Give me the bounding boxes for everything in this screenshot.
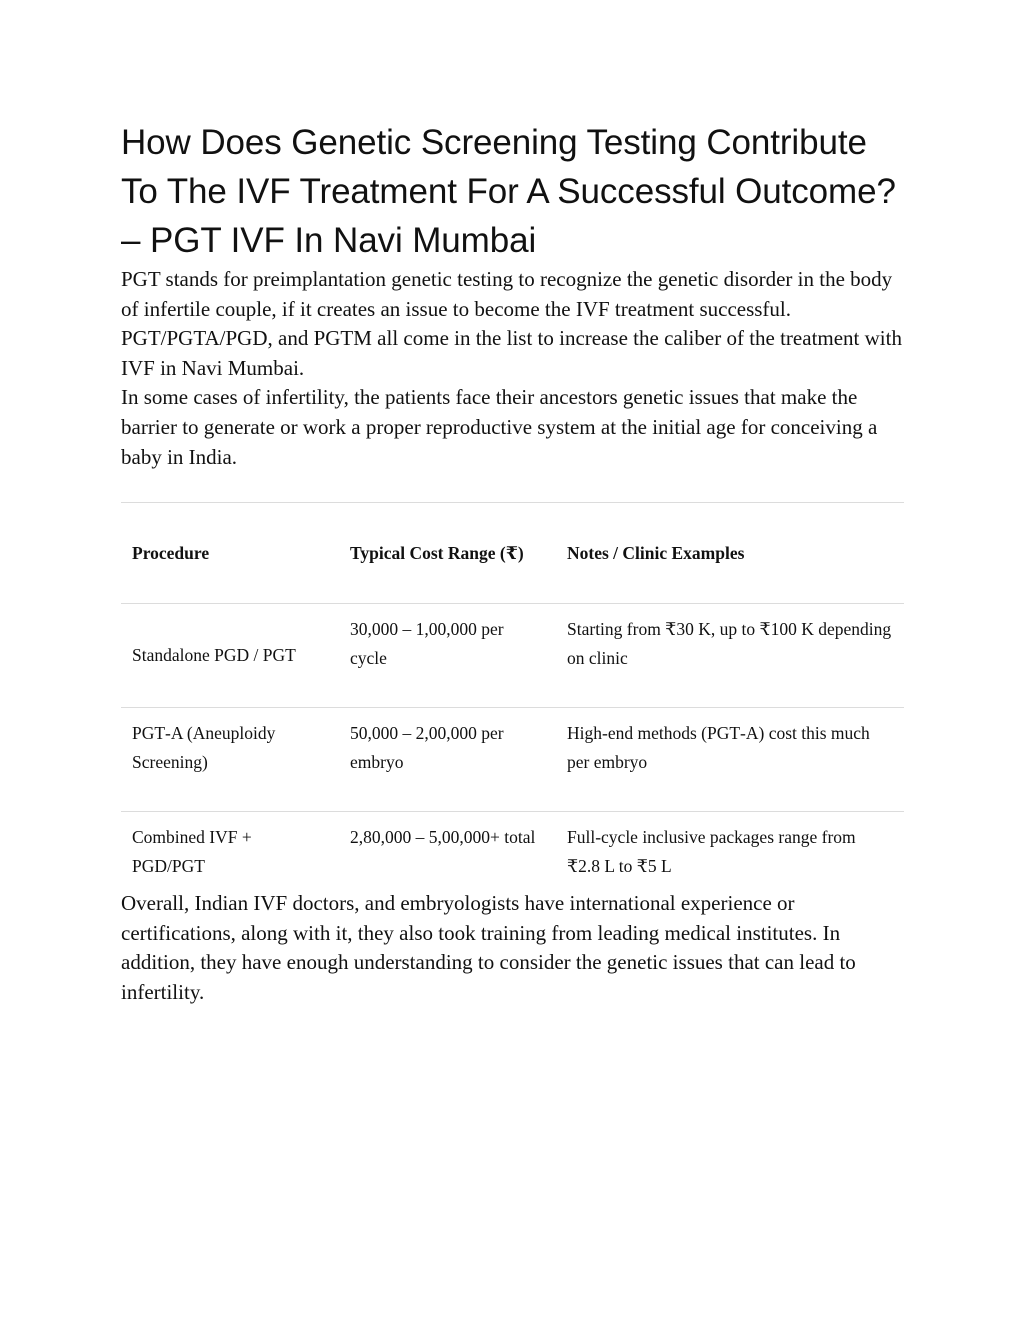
- table-row: [121, 708, 904, 812]
- page-title: How Does Genetic Screening Testing Contribute To The IVF Treatment For A Successful Outcome? – PGT IVF In Navi Mumbai: [121, 123, 896, 260]
- table-row: [121, 812, 904, 890]
- cell-notes: High‑end methods (PGT‑A) cost this much per embryo: [567, 723, 870, 773]
- conclusion-paragraph: Overall, Indian IVF doctors, and embryologists have international experience or certifications, along with it, they also took training from leading medical institutes. In addition, they have enough understanding to consider the genetic issues that can lead to infertility.: [121, 891, 856, 1004]
- cost-table: [121, 502, 904, 889]
- cell-procedure: Standalone PGD / PGT: [132, 645, 296, 666]
- cell-cost: 50,000 – 2,00,000 per embryo: [350, 723, 504, 773]
- header-cost-range: Typical Cost Range (₹): [350, 542, 524, 563]
- cell-cost: 30,000 – 1,00,000 per cycle: [350, 619, 504, 669]
- infertility-paragraph: In some cases of infertility, the patients face their ancestors genetic issues that make the barrier to generate or work a proper reproductive system at the initial age for conceiving a baby in India.: [121, 385, 878, 469]
- header-notes: Notes / Clinic Examples: [567, 542, 745, 563]
- table-header-row: [121, 503, 904, 604]
- cell-notes: Starting from ₹30 K, up to ₹100 K depending on clinic: [567, 619, 892, 669]
- document-page: [121, 118, 904, 1008]
- cell-procedure: Combined IVF + PGD/PGT: [132, 827, 252, 877]
- header-procedure: Procedure: [132, 542, 210, 563]
- cell-procedure: PGT‑A (Aneuploidy Screening): [132, 723, 276, 773]
- table-row: [121, 604, 904, 708]
- cell-notes: Full‑cycle inclusive packages range from ₹2.8 L to ₹5 L: [567, 827, 856, 877]
- intro-paragraph: PGT stands for preimplantation genetic testing to recognize the genetic disorder in the body of infertile couple, if it creates an issue to become the IVF treatment successful. PGT/PGTA/PGD, and PGTM all come in the list to increase the caliber of the treatment with IVF in Navi Mumbai.: [121, 267, 902, 380]
- cell-cost: 2,80,000 – 5,00,000+ total: [350, 827, 536, 848]
